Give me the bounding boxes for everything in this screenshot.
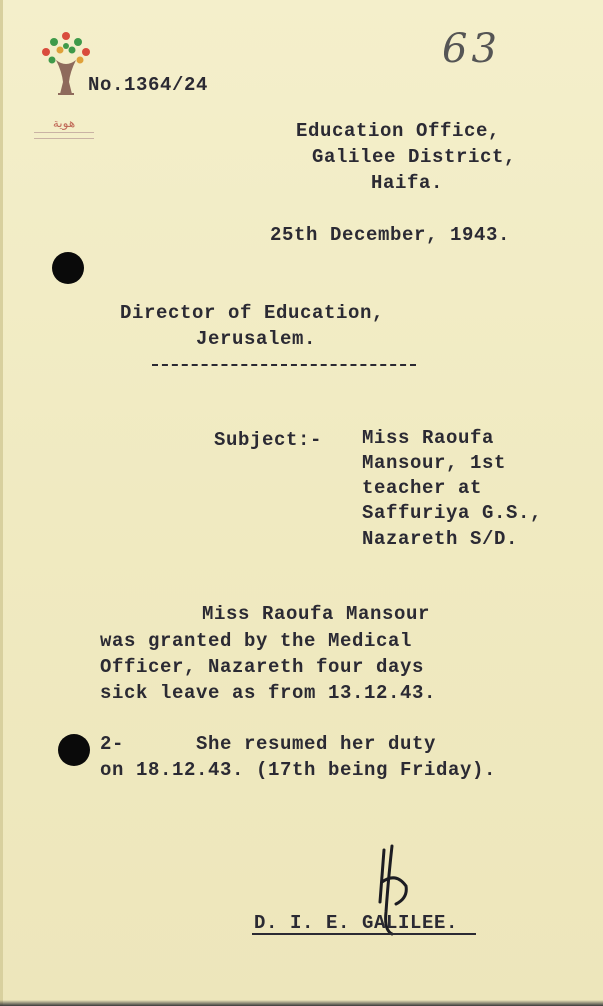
file-number-handwritten: 63: [442, 26, 501, 72]
page-left-edge: [0, 0, 3, 1006]
subject-line-1: Miss Raoufa: [362, 427, 495, 449]
punch-hole-bottom: [58, 734, 90, 766]
logo-arabic-text: هوية: [52, 116, 76, 130]
body-paragraph-1-line-3: Officer, Nazareth four days: [100, 656, 425, 678]
letter-date: 25th December, 1943.: [270, 224, 511, 246]
body-paragraph-1-line-4: sick leave as from 13.12.43.: [100, 682, 437, 704]
addressee-line-1: Director of Education,: [120, 302, 385, 324]
page-bottom-edge: [0, 1000, 603, 1006]
signature-underline: [252, 933, 476, 935]
logo-caption: [28, 116, 100, 144]
reference-number: No.1364/24: [88, 74, 209, 96]
subject-line-5: Nazareth S/D.: [362, 528, 519, 550]
body-paragraph-2-line-2: on 18.12.43. (17th being Friday).: [100, 759, 497, 781]
subject-label: Subject:-: [214, 429, 323, 451]
sender-line-2: Galilee District,: [312, 146, 517, 168]
body-paragraph-2-line-1: 2- She resumed her duty: [100, 733, 437, 755]
punch-hole-top: [52, 252, 84, 284]
subject-line-3: teacher at: [362, 477, 483, 499]
addressee-line-2: Jerusalem.: [196, 328, 317, 350]
body-paragraph-1-line-1: Miss Raoufa Mansour: [202, 603, 431, 625]
sender-line-3: Haifa.: [371, 172, 444, 194]
body-paragraph-1-line-2: was granted by the Medical: [100, 630, 413, 652]
signature-block: D. I. E. GALILEE.: [254, 912, 459, 934]
subject-line-4: Saffuriya G.S.,: [362, 502, 543, 524]
addressee-divider: [152, 364, 416, 366]
sender-line-1: Education Office,: [296, 120, 501, 142]
subject-line-2: Mansour, 1st: [362, 452, 507, 474]
